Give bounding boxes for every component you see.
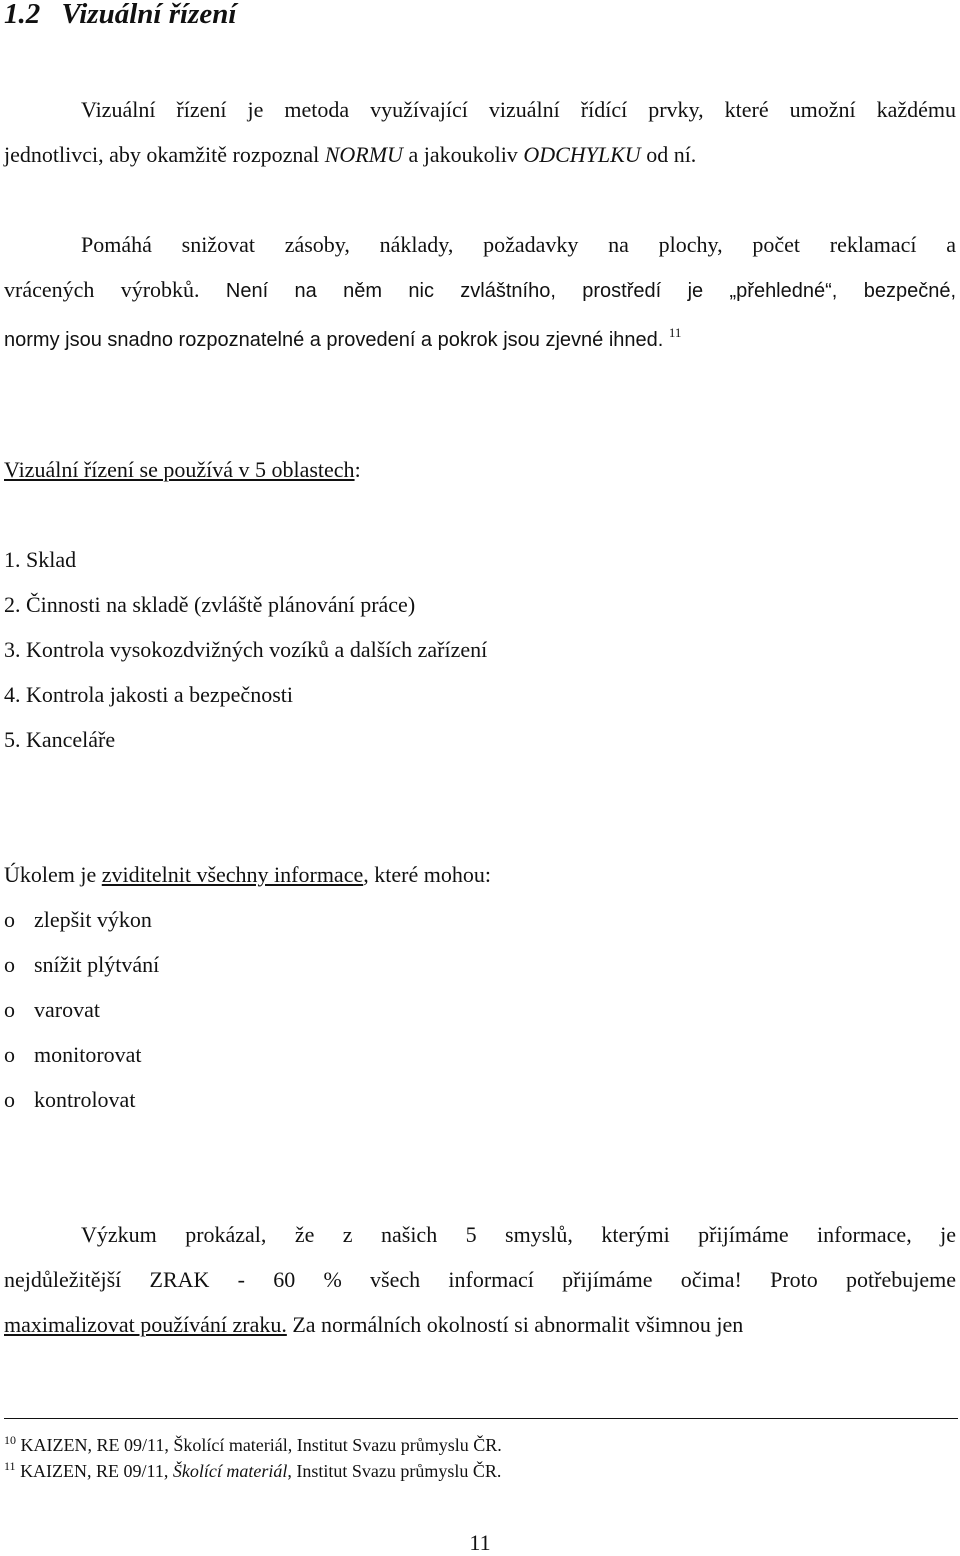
area-item: 5. Kanceláře <box>4 727 116 752</box>
bullet-marker: o <box>4 1087 15 1112</box>
deviation-term: ODCHYLKU <box>523 142 641 167</box>
footnote-11: $^{11}$ KAIZEN, RE 09/11, Školící materiál, Institut Svazu průmyslu ČR. <box>4 1459 502 1481</box>
area-item: 3. Kontrola vysokozdvižných vozíků a dalších zařízení <box>4 637 488 662</box>
areas-intro: Vizuální řízení se používá v 5 oblastech: <box>4 457 361 482</box>
para2-line3: normy jsou snadno rozpoznatelné a provedení a pokrok jsou zjevné ihned. $^{11}$ <box>4 325 682 351</box>
norm-term: NORMU <box>324 142 403 167</box>
footnote-separator <box>4 1418 958 1419</box>
bullet-marker: o <box>4 907 15 932</box>
area-item: 4. Kontrola jakosti a bezpečnosti <box>4 682 293 707</box>
para1-line1: Vizuální řízení je metoda využívající vizuální řídící prvky, které umožní každému <box>81 97 956 122</box>
footnote-10: $^{10}$ KAIZEN, RE 09/11, Školící materiál, Institut Svazu průmyslu ČR. <box>4 1433 502 1455</box>
footnote-ref: 11 <box>668 325 682 340</box>
research-line1: Výzkum prokázal, že z našich 5 smyslů, kterými přijímáme informace, je <box>81 1222 956 1247</box>
area-item: 2. Činnosti na skladě (zvláště plánování práce) <box>4 592 416 617</box>
maximize-phrase: maximalizovat používání zraku. <box>4 1312 287 1337</box>
para1-line2: jednotlivci, aby okamžitě rozpoznal NORMU a jakoukoliv ODCHYLKU od ní. <box>4 142 697 167</box>
page-number: 11 <box>469 1530 491 1555</box>
section-title: Vizuální řízení <box>61 0 237 30</box>
task-bullet: o zlepšit výkon <box>4 907 152 932</box>
research-line3: maximalizovat používání zraku. Za normálních okolností si abnormalit všimnou jen <box>4 1312 744 1337</box>
research-line2: nejdůležitější ZRAK - 60 % všech informací přijímáme očima! Proto potřebujeme <box>4 1267 956 1292</box>
bullet-marker: o <box>4 1042 15 1067</box>
task-bullet: o kontrolovat <box>4 1087 136 1112</box>
task-bullet: o snížit plýtvání <box>4 952 160 977</box>
section-heading <box>4 0 236 31</box>
para2-line1: Pomáhá snižovat zásoby, náklady, požadavky na plochy, počet reklamací a <box>81 232 956 257</box>
section-number: 1.2 <box>4 0 41 30</box>
para2-line2: vrácených výrobků. Není na něm nic zvláštního, prostředí je „přehledné“, bezpečné, <box>4 277 956 302</box>
visibility-phrase: zviditelnit všechny informace <box>101 862 364 887</box>
area-item: 1. Sklad <box>4 547 77 572</box>
task-intro: Úkolem je zviditelnit všechny informace, které mohou: <box>4 862 491 887</box>
task-bullet: o varovat <box>4 997 100 1022</box>
bullet-marker: o <box>4 952 15 977</box>
bullet-marker: o <box>4 997 15 1022</box>
task-bullet: o monitorovat <box>4 1042 142 1067</box>
